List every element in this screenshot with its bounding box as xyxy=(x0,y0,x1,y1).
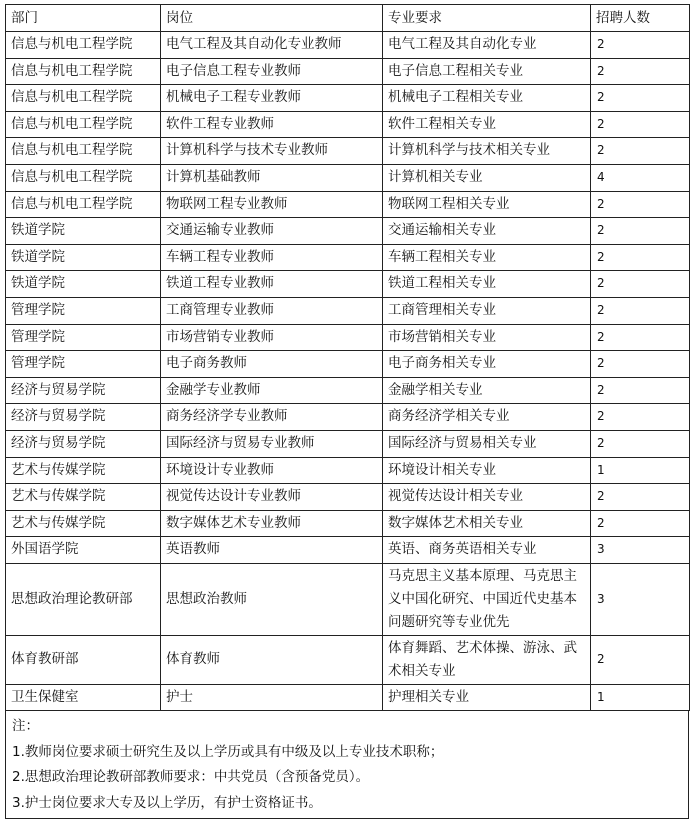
table-row xyxy=(6,58,690,85)
notes-section xyxy=(5,711,689,819)
table-row xyxy=(6,32,690,59)
cell-position: 电子信息工程专业教师 xyxy=(161,58,383,85)
cell-major-requirement: 市场营销相关专业 xyxy=(383,324,591,351)
cell-major-requirement: 电子信息工程相关专业 xyxy=(383,58,591,85)
table-header-row xyxy=(6,5,690,32)
cell-department: 铁道学院 xyxy=(6,218,161,245)
notes-title: 注： xyxy=(12,718,39,735)
cell-major-requirement: 体育舞蹈、艺术体操、游泳、武术相关专业 xyxy=(383,635,591,684)
cell-major-requirement: 马克思主义基本原理、马克思主义中国化研究、中国近代史基本问题研究等专业优先 xyxy=(383,563,591,635)
table-row xyxy=(6,484,690,511)
cell-department: 管理学院 xyxy=(6,351,161,378)
cell-major-requirement: 计算机相关专业 xyxy=(383,164,591,191)
note-item: 1.教师岗位要求硕士研究生及以上学历或具有中级及以上专业技术职称； xyxy=(12,743,444,760)
recruitment-table xyxy=(5,4,690,711)
table-row xyxy=(6,111,690,138)
header-position: 岗位 xyxy=(161,5,383,32)
cell-department: 艺术与传媒学院 xyxy=(6,484,161,511)
table-row xyxy=(6,351,690,378)
cell-major-requirement: 视觉传达设计相关专业 xyxy=(383,484,591,511)
cell-headcount: 2 xyxy=(591,297,690,324)
cell-headcount: 2 xyxy=(591,430,690,457)
cell-major-requirement: 交通运输相关专业 xyxy=(383,218,591,245)
table-row xyxy=(6,218,690,245)
cell-major-requirement: 车辆工程相关专业 xyxy=(383,244,591,271)
cell-department: 铁道学院 xyxy=(6,271,161,298)
cell-headcount: 3 xyxy=(591,537,690,564)
cell-headcount: 2 xyxy=(591,377,690,404)
cell-major-requirement: 英语、商务英语相关专业 xyxy=(383,537,591,564)
cell-headcount: 1 xyxy=(591,684,690,711)
cell-department: 信息与机电工程学院 xyxy=(6,58,161,85)
cell-position: 物联网工程专业教师 xyxy=(161,191,383,218)
table-row xyxy=(6,430,690,457)
cell-major-requirement: 铁道工程相关专业 xyxy=(383,271,591,298)
table-row xyxy=(6,85,690,112)
cell-department: 管理学院 xyxy=(6,297,161,324)
cell-headcount: 2 xyxy=(591,404,690,431)
cell-headcount: 1 xyxy=(591,457,690,484)
cell-major-requirement: 护理相关专业 xyxy=(383,684,591,711)
cell-headcount: 2 xyxy=(591,218,690,245)
cell-position: 机械电子工程专业教师 xyxy=(161,85,383,112)
table-row xyxy=(6,138,690,165)
cell-position: 环境设计专业教师 xyxy=(161,457,383,484)
cell-position: 护士 xyxy=(161,684,383,711)
cell-major-requirement: 商务经济学相关专业 xyxy=(383,404,591,431)
table-row xyxy=(6,377,690,404)
cell-headcount: 2 xyxy=(591,58,690,85)
cell-department: 思想政治理论教研部 xyxy=(6,563,161,635)
cell-headcount: 2 xyxy=(591,635,690,684)
cell-headcount: 2 xyxy=(591,324,690,351)
cell-department: 体育教研部 xyxy=(6,635,161,684)
cell-department: 信息与机电工程学院 xyxy=(6,191,161,218)
cell-department: 信息与机电工程学院 xyxy=(6,164,161,191)
note-item: 2.思想政治理论教研部教师要求：中共党员（含预备党员）。 xyxy=(12,769,370,786)
table-row xyxy=(6,324,690,351)
cell-position: 工商管理专业教师 xyxy=(161,297,383,324)
cell-department: 经济与贸易学院 xyxy=(6,377,161,404)
cell-headcount: 2 xyxy=(591,484,690,511)
table-row xyxy=(6,510,690,537)
cell-position: 视觉传达设计专业教师 xyxy=(161,484,383,511)
cell-department: 信息与机电工程学院 xyxy=(6,32,161,59)
cell-headcount: 3 xyxy=(591,563,690,635)
cell-major-requirement: 金融学相关专业 xyxy=(383,377,591,404)
cell-headcount: 2 xyxy=(591,32,690,59)
cell-major-requirement: 数字媒体艺术相关专业 xyxy=(383,510,591,537)
header-major-requirement: 专业要求 xyxy=(383,5,591,32)
cell-position: 数字媒体艺术专业教师 xyxy=(161,510,383,537)
cell-major-requirement: 物联网工程相关专业 xyxy=(383,191,591,218)
cell-position: 商务经济学专业教师 xyxy=(161,404,383,431)
header-headcount: 招聘人数 xyxy=(591,5,690,32)
table-row xyxy=(6,537,690,564)
cell-major-requirement: 工商管理相关专业 xyxy=(383,297,591,324)
cell-position: 思想政治教师 xyxy=(161,563,383,635)
cell-position: 国际经济与贸易专业教师 xyxy=(161,430,383,457)
table-row xyxy=(6,404,690,431)
cell-position: 计算机科学与技术专业教师 xyxy=(161,138,383,165)
cell-department: 艺术与传媒学院 xyxy=(6,510,161,537)
cell-headcount: 2 xyxy=(591,191,690,218)
note-item: 3.护士岗位要求大专及以上学历，有护士资格证书。 xyxy=(12,794,322,811)
cell-position: 车辆工程专业教师 xyxy=(161,244,383,271)
table-body xyxy=(6,32,690,711)
cell-position: 软件工程专业教师 xyxy=(161,111,383,138)
table-row xyxy=(6,457,690,484)
cell-major-requirement: 电气工程及其自动化专业 xyxy=(383,32,591,59)
cell-headcount: 2 xyxy=(591,510,690,537)
cell-department: 管理学院 xyxy=(6,324,161,351)
cell-department: 信息与机电工程学院 xyxy=(6,111,161,138)
table-row xyxy=(6,164,690,191)
cell-position: 体育教师 xyxy=(161,635,383,684)
cell-headcount: 2 xyxy=(591,138,690,165)
cell-major-requirement: 计算机科学与技术相关专业 xyxy=(383,138,591,165)
header-department: 部门 xyxy=(6,5,161,32)
table-row xyxy=(6,635,690,684)
cell-department: 外国语学院 xyxy=(6,537,161,564)
cell-major-requirement: 环境设计相关专业 xyxy=(383,457,591,484)
cell-department: 铁道学院 xyxy=(6,244,161,271)
table-row xyxy=(6,563,690,635)
cell-major-requirement: 电子商务相关专业 xyxy=(383,351,591,378)
cell-position: 电气工程及其自动化专业教师 xyxy=(161,32,383,59)
cell-department: 卫生保健室 xyxy=(6,684,161,711)
cell-position: 计算机基础教师 xyxy=(161,164,383,191)
cell-headcount: 4 xyxy=(591,164,690,191)
cell-position: 市场营销专业教师 xyxy=(161,324,383,351)
cell-headcount: 2 xyxy=(591,351,690,378)
cell-department: 信息与机电工程学院 xyxy=(6,85,161,112)
cell-position: 英语教师 xyxy=(161,537,383,564)
table-row xyxy=(6,297,690,324)
cell-major-requirement: 机械电子工程相关专业 xyxy=(383,85,591,112)
cell-headcount: 2 xyxy=(591,85,690,112)
cell-major-requirement: 软件工程相关专业 xyxy=(383,111,591,138)
cell-major-requirement: 国际经济与贸易相关专业 xyxy=(383,430,591,457)
table-row xyxy=(6,244,690,271)
table-row xyxy=(6,191,690,218)
cell-headcount: 2 xyxy=(591,271,690,298)
recruitment-document xyxy=(5,4,689,819)
cell-position: 交通运输专业教师 xyxy=(161,218,383,245)
cell-department: 艺术与传媒学院 xyxy=(6,457,161,484)
cell-department: 信息与机电工程学院 xyxy=(6,138,161,165)
table-row xyxy=(6,684,690,711)
table-row xyxy=(6,271,690,298)
cell-department: 经济与贸易学院 xyxy=(6,430,161,457)
cell-position: 电子商务教师 xyxy=(161,351,383,378)
cell-headcount: 2 xyxy=(591,244,690,271)
cell-headcount: 2 xyxy=(591,111,690,138)
cell-position: 铁道工程专业教师 xyxy=(161,271,383,298)
cell-department: 经济与贸易学院 xyxy=(6,404,161,431)
cell-position: 金融学专业教师 xyxy=(161,377,383,404)
